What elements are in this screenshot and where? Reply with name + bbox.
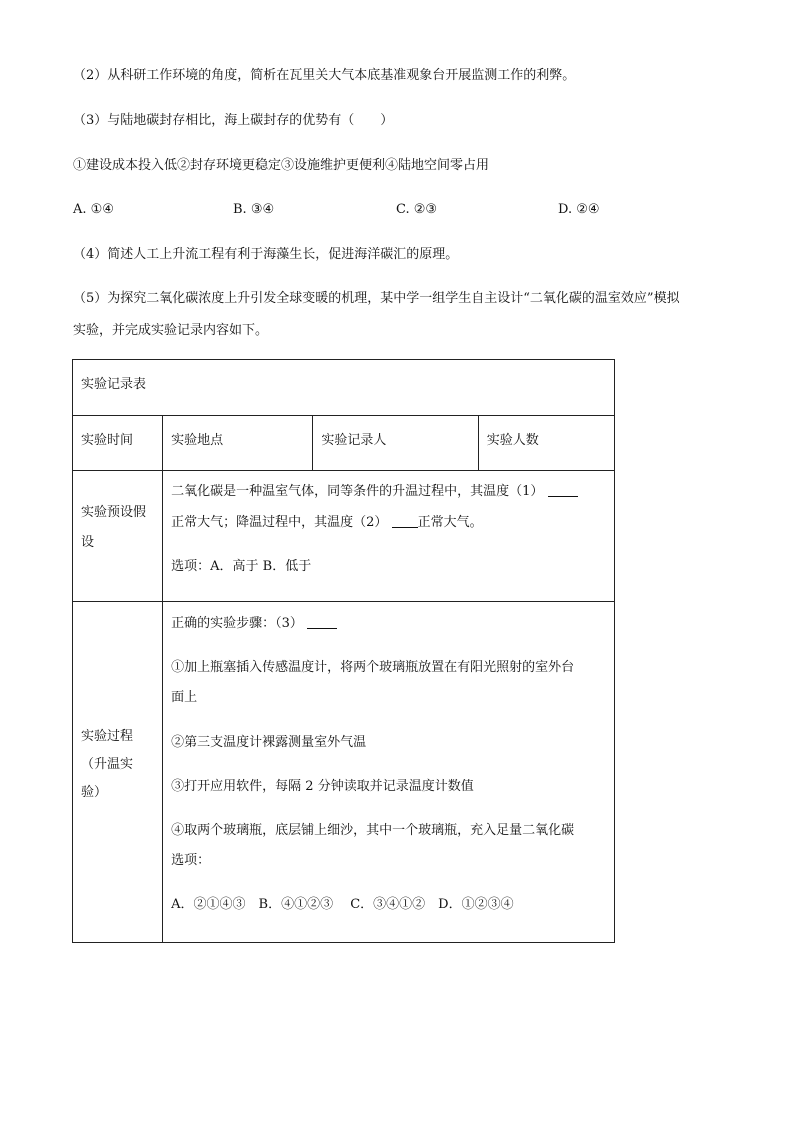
step-1-line2: 面上 — [171, 690, 198, 705]
option-b: B. ③④ — [233, 202, 275, 217]
answer-blank-1[interactable] — [548, 483, 578, 497]
question-3-options — [73, 201, 613, 219]
header-location: 实验地点 — [163, 416, 313, 471]
process-options: A．②①④③ B．④①②③ C．③④①② D．①②③④ — [171, 897, 514, 912]
option-d: D. ②④ — [558, 202, 600, 217]
process-label: 实验过程 （升温实 验） — [73, 602, 163, 943]
process-options-label: 选项： — [171, 853, 211, 868]
hypothesis-options: 选项：A．高于 B．低于 — [171, 559, 312, 574]
step-2: ②第三支温度计裸露测量室外气温 — [171, 735, 367, 750]
hypothesis-label: 实验预设假 设 — [73, 471, 163, 602]
question-3: （3）与陆地碳封存相比，海上碳封存的优势有（ ） — [73, 113, 394, 128]
option-a: A. ①④ — [73, 202, 114, 217]
process-prompt: 正确的实验步骤：（3） — [171, 615, 606, 633]
option-c: C. ②③ — [396, 202, 438, 217]
question-3-items: ①建设成本投入低②封存环境更稳定③设施维护更便利④陆地空间零占用 — [73, 158, 490, 173]
answer-blank-2[interactable] — [392, 514, 418, 528]
table-title: 实验记录表 — [73, 360, 615, 416]
hypothesis-content — [163, 471, 615, 602]
hypothesis-line1: 二氧化碳是一种温室气体，同等条件的升温过程中，其温度（1） — [171, 483, 606, 501]
question-5-line1: （5）为探究二氧化碳浓度上升引发全球变暖的机理，某中学一组学生自主设计“二氧化碳的温室效应”模拟 — [73, 291, 680, 306]
hypothesis-line2: 正常大气；降温过程中，其温度（2） 正常大气。 — [171, 515, 483, 530]
step-1-line1: ①加上瓶塞插入传感温度计，将两个玻璃瓶放置在有阳光照射的室外台 — [171, 660, 575, 675]
step-3: ③打开应用软件，每隔 2 分钟读取并记录温度计数值 — [171, 779, 474, 794]
question-4: （4）简述人工上升流工程有利于海藻生长，促进海洋碳汇的原理。 — [73, 247, 459, 262]
process-content — [163, 602, 615, 943]
experiment-record-table — [72, 359, 615, 943]
step-4: ④取两个玻璃瓶，底层铺上细沙，其中一个玻璃瓶，充入足量二氧化碳 — [171, 823, 575, 838]
answer-blank-3[interactable] — [307, 615, 337, 629]
question-2: （2）从科研工作环境的角度，简析在瓦里关大气本底基准观象台开展监测工作的利弊。 — [73, 68, 576, 83]
header-count: 实验人数 — [478, 416, 614, 471]
header-time: 实验时间 — [73, 416, 163, 471]
question-5-line2: 实验，并完成实验记录内容如下。 — [73, 323, 269, 338]
header-recorder: 实验记录人 — [313, 416, 478, 471]
